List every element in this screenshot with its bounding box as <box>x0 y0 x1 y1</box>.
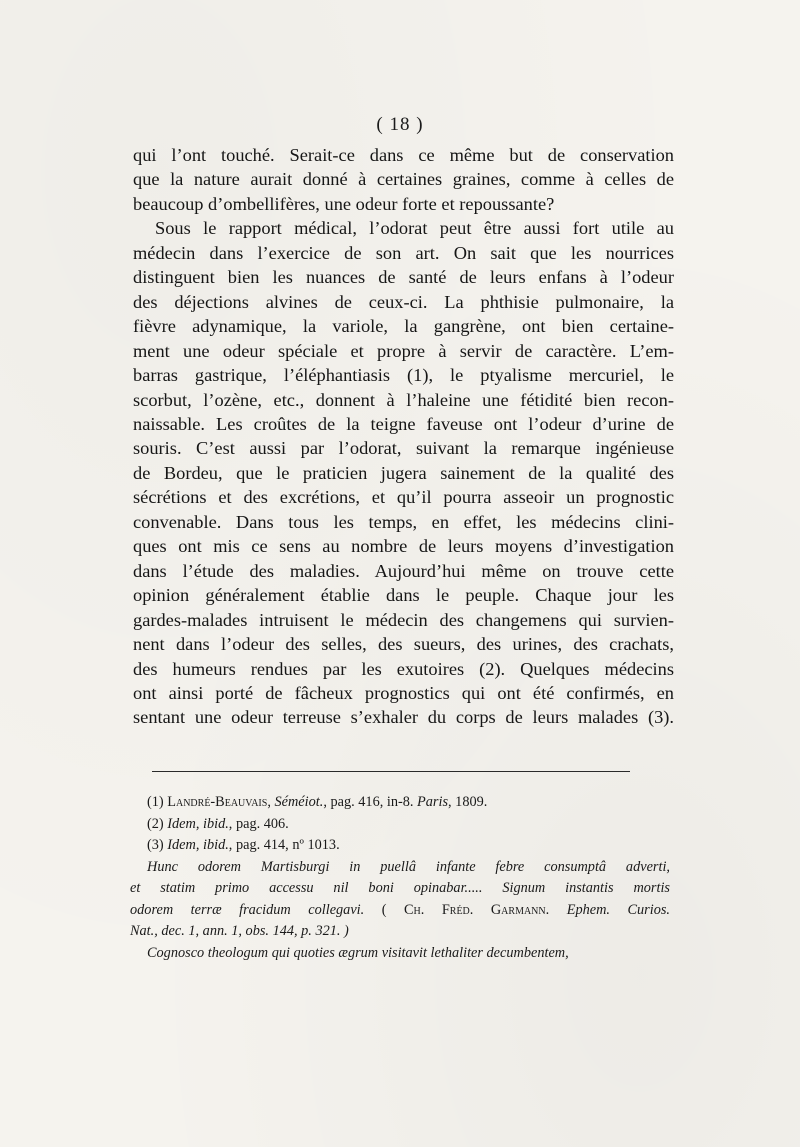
footnote-ref: Idem, ibid. <box>167 837 229 853</box>
footnote-ref: Idem, ibid. <box>167 815 229 832</box>
citation-work: Ephem. Curios. <box>549 901 670 918</box>
text-line: de Bordeu, que le praticien jugera sainement de la qualité des <box>133 462 674 483</box>
text-line: qui l’ont touché. Serait-ce dans ce même but de conservation <box>133 145 674 165</box>
latin-quote-line: Cognosco theologum qui quoties ægrum visitavit lethaliter decumbentem, <box>147 944 569 961</box>
citation-open: ( <box>364 901 404 918</box>
latin-quote-line-with-citation <box>130 900 670 922</box>
text-line: convenable. Dans tous les temps, en effet, les médecins clini- <box>133 511 674 532</box>
text-line: fièvre adynamique, la variole, la gangrène, ont bien certaine- <box>133 316 674 337</box>
text-line: sécrétions et des excrétions, et qu’il pourra asseoir un prognostic <box>133 487 674 508</box>
text-line: que la nature aurait donné à certaines graines, comme à celles de <box>133 169 674 190</box>
footnote-rule <box>152 771 630 772</box>
text-line: gardes-malades intruisent le médecin des changemens qui survien- <box>133 609 674 630</box>
footnote-1: (1) Landré-Beauvais, Séméiot., pag. 416, in-8. Paris, 1809. <box>147 794 488 810</box>
text-line: dans l’étude des maladies. Aujourd’hui même on trouve cette <box>133 560 674 581</box>
text-line: des déjections alvines de ceux-ci. La phthisie pulmonaire, la <box>133 291 674 312</box>
text-line: ment une odeur spéciale et propre à servir de caractère. L’em- <box>133 340 674 361</box>
latin-quote-line: Hunc odorem Martisburgi in puellâ infante febre consumptâ adverti, <box>147 858 670 875</box>
text-line: souris. C’est aussi par l’odorat, suivant la remarque ingénieuse <box>133 438 674 459</box>
text-line: des humeurs rendues par les exutoires (2). Quelques médecins <box>133 658 674 679</box>
text-line: barras gastrique, l’éléphantiasis (1), le ptyalisme mercuriel, le <box>133 365 674 386</box>
text-line: scorbut, l’ozène, etc., donnent à l’haleine une fétidité bien recon- <box>133 389 674 410</box>
text-line: ques ont mis ce sens au nombre de leurs moyens d’investigation <box>133 536 674 557</box>
text-line: sentant une odeur terreuse s’exhaler du corps de leurs malades (3). <box>133 707 674 728</box>
footnote-3 <box>130 835 670 857</box>
footnote-place: Paris <box>417 794 449 810</box>
text-line: ont ainsi porté de fâcheux prognostics qui ont été confirmés, en <box>133 682 674 703</box>
footnotes <box>130 792 670 964</box>
text-line: nent dans l’odeur des selles, des sueurs, des urines, des crachats, <box>133 634 674 655</box>
main-text <box>133 143 674 730</box>
text-line: beaucoup d’ombellifères, une odeur forte et repoussante? <box>133 193 555 214</box>
text-line: opinion généralement établie dans le peuple. Chaque jour les <box>133 585 674 606</box>
footnote-marker: (3) <box>147 837 164 853</box>
footnote-2 <box>130 814 670 836</box>
page-number: ( 18 ) <box>376 114 424 135</box>
latin-quote-end: odorem terræ fracidum collegavi. <box>130 901 365 918</box>
text-line: distinguent bien les nuances de santé de leurs enfans à l’odeur <box>133 267 674 288</box>
citation-line: Nat., dec. 1, ann. 1, obs. 144, p. 321. ) <box>130 923 349 939</box>
footnote-marker: (2) <box>147 815 164 832</box>
footnote-details: , pag. 406. <box>228 815 289 832</box>
footnote-details: , pag. 416, in-8. <box>323 794 418 810</box>
footnote-marker: (1) <box>147 794 164 810</box>
footnote-year: , 1809. <box>448 794 488 810</box>
citation-author: Ch. Fréd. Garmann. <box>404 901 550 918</box>
text-line: Sous le rapport médical, l’odorat peut être aussi fort utile au <box>155 218 674 239</box>
text-line: médecin dans l’exercice de son art. On sait que les nourrices <box>133 242 674 263</box>
latin-quote-line: et statim primo accessu nil boni opinabar..... Signum instantis mortis <box>130 880 670 896</box>
footnote-details: , pag. 414, nº 1013. <box>228 837 340 853</box>
text-line: naissable. Les croûtes de la teigne faveuse ont l’odeur d’urine de <box>133 413 674 434</box>
footnote-author: Landré-Beauvais <box>167 794 268 810</box>
footnote-work: Séméiot. <box>274 794 324 810</box>
